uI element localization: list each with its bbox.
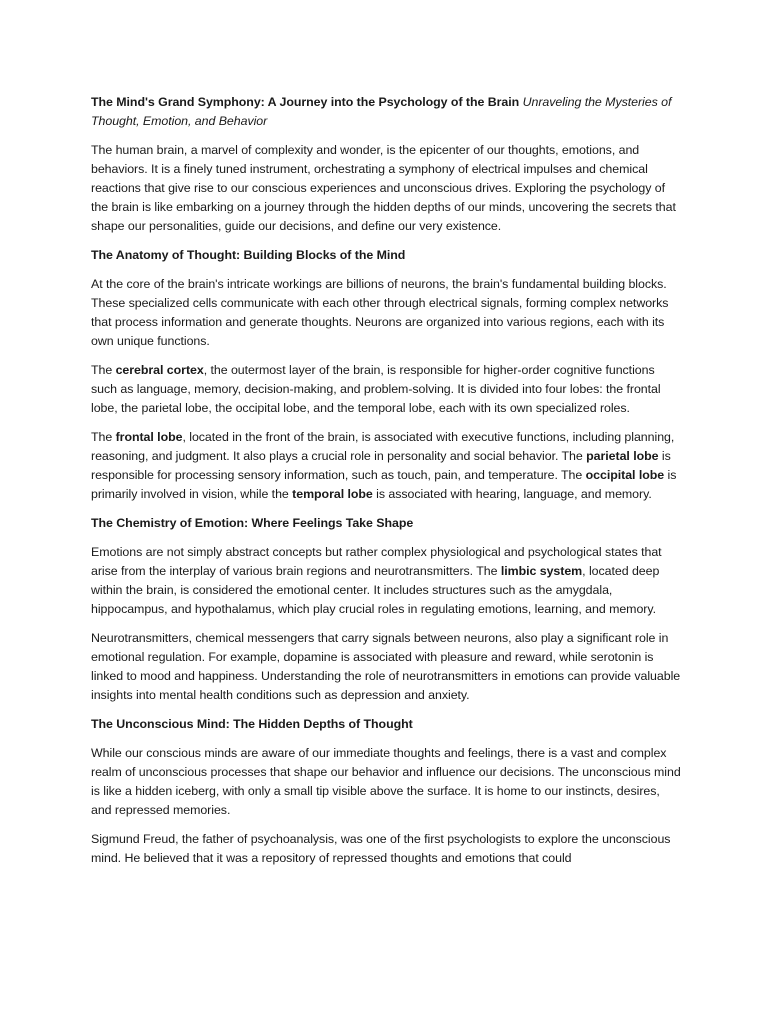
text-run: , located deep within the brain, is considered the emotional center. It includes structures such as the amygdala, hippocampus, and hypothalamus, which play crucial roles in regulating emotions, learning, and memory. <box>91 564 660 616</box>
text-run: is primarily involved in vision, while the <box>91 468 677 501</box>
section-heading-anatomy: The Anatomy of Thought: Building Blocks of the Mind <box>91 248 406 262</box>
term-temporal-lobe: temporal lobe <box>292 487 373 501</box>
document-title: The Mind's Grand Symphony: A Journey into the Psychology of the Brain <box>91 95 520 109</box>
emotion-paragraph-neurotransmitters: Neurotransmitters, chemical messengers that carry signals between neurons, also play a significant role in emotional regulation. For example, dopamine is associated with pleasure and reward, while serotonin is linked to mood and happiness. Understanding the role of neurotransmitters in emotions can provide valuable insights into mental health conditions such as depression and anxiety. <box>91 631 681 702</box>
title-paragraph <box>91 93 681 131</box>
section-heading-emotion: The Chemistry of Emotion: Where Feelings Take Shape <box>91 516 414 530</box>
term-cerebral-cortex: cerebral cortex <box>115 363 204 377</box>
text-run: The <box>91 430 116 444</box>
anatomy-paragraph-lobes <box>91 428 681 504</box>
anatomy-paragraph-cortex <box>91 361 681 418</box>
text-run: is responsible for processing sensory information, such as touch, pain, and temperature. The <box>91 449 671 482</box>
text-run: The <box>91 363 116 377</box>
text-run: , the outermost layer of the brain, is responsible for higher-order cognitive functions such as language, memory, decision-making, and problem-solving. It is divided into four lobes: the frontal lobe, the parietal lobe, the occipital lobe, and the temporal lobe, each with its own specialized roles. <box>91 363 661 415</box>
term-occipital-lobe: occipital lobe <box>585 468 665 482</box>
document-subtitle: Unraveling the Mysteries of Thought, Emotion, and Behavior <box>91 95 672 128</box>
term-frontal-lobe: frontal lobe <box>115 430 183 444</box>
unconscious-paragraph-iceberg: While our conscious minds are aware of our immediate thoughts and feelings, there is a vast and complex realm of unconscious processes that shape our behavior and influence our decisions. The unconscious mind is like a hidden iceberg, with only a small tip visible above the surface. It is home to our instincts, desires, and repressed memories. <box>91 746 681 817</box>
unconscious-paragraph-freud: Sigmund Freud, the father of psychoanalysis, was one of the first psychologists to explore the unconscious mind. He believed that it was a repository of repressed thoughts and emotions that could <box>91 832 671 865</box>
intro-paragraph: The human brain, a marvel of complexity and wonder, is the epicenter of our thoughts, emotions, and behaviors. It is a finely tuned instrument, orchestrating a symphony of electrical impulses and chemical reactions that give rise to our conscious experiences and unconscious drives. Exploring the psychology of the brain is like embarking on a journey through the hidden depths of our minds, uncovering the secrets that shape our personalities, guide our decisions, and define our very existence. <box>91 143 676 233</box>
text-run: , located in the front of the brain, is associated with executive functions, including planning, reasoning, and judgment. It also plays a crucial role in personality and social behavior. The <box>91 430 675 463</box>
text-run: Emotions are not simply abstract concepts but rather complex physiological and psychological states that arise from the interplay of various brain regions and neurotransmitters. The <box>91 545 662 578</box>
emotion-paragraph-limbic <box>91 543 681 619</box>
document-page <box>91 93 681 878</box>
term-limbic-system: limbic system <box>500 564 583 578</box>
section-heading-unconscious: The Unconscious Mind: The Hidden Depths of Thought <box>91 717 413 731</box>
anatomy-paragraph-neurons: At the core of the brain's intricate workings are billions of neurons, the brain's fundamental building blocks. These specialized cells communicate with each other through electrical signals, forming complex networks that process information and generate thoughts. Neurons are organized into various regions, each with its own unique functions. <box>91 277 669 348</box>
term-parietal-lobe: parietal lobe <box>586 449 659 463</box>
text-run: is associated with hearing, language, and memory. <box>372 487 652 501</box>
